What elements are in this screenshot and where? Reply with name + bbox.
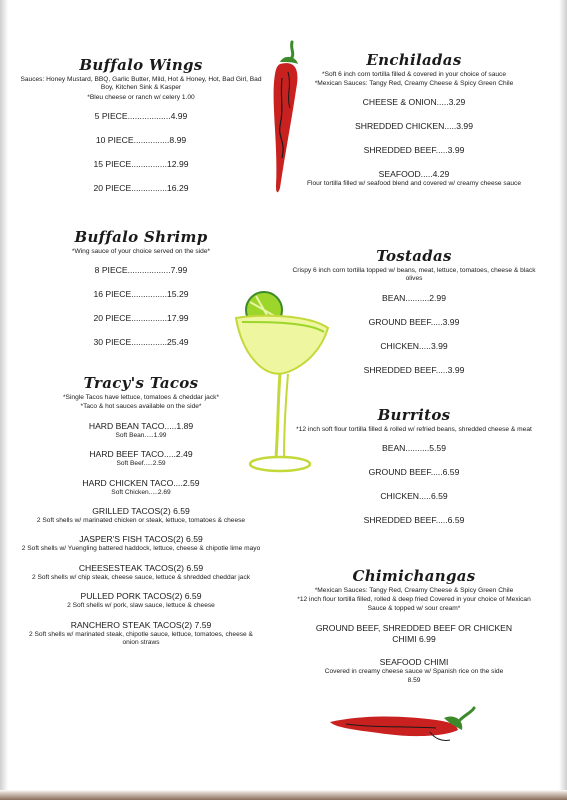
tostadas-note: Crispy 6 inch corn tortilla topped w/ beans, meat, lettuce, tomatoes, cheese & black olives xyxy=(292,267,536,283)
enchiladas-item: CHEESE & ONION.....3.29 xyxy=(362,96,466,107)
wings-bleu-cheese: *Bleu cheese or ranch w/ celery 1.00 xyxy=(87,93,195,101)
burritos-item: SHREDDED BEEF.....6.59 xyxy=(363,515,465,526)
soft-beef-taco: Soft Beef.....2.59 xyxy=(116,460,166,468)
ranchero-steak-tacos-desc: 2 Soft shells w/ marinated steak, chipotle sauce, lettuce, tomatoes, cheese & onion straws xyxy=(29,630,253,647)
shrimp-item: 30 PIECE...............25.49 xyxy=(93,337,189,348)
page-shadow-left xyxy=(0,0,8,800)
soft-bean-taco: Soft Bean.....1.99 xyxy=(115,431,167,439)
burritos-title: Burritos xyxy=(377,406,451,424)
wings-item: 20 PIECE...............16.29 xyxy=(93,183,189,194)
buffalo-shrimp-title: Buffalo Shrimp xyxy=(74,228,208,246)
tostadas-item: SHREDDED BEEF.....3.99 xyxy=(363,364,465,375)
jaspers-fish-tacos-desc: 2 Soft shells w/ Yuengling battered haddock, lettuce, cheese & chipotle lime mayo xyxy=(21,545,261,553)
burritos-item: GROUND BEEF.....6.59 xyxy=(368,467,460,478)
tracys-tacos-title: Tracy's Tacos xyxy=(83,374,199,392)
shrimp-note: *Wing sauce of your choice served on the side* xyxy=(71,248,211,255)
seafood-chimi: SEAFOOD CHIMI xyxy=(379,657,449,668)
hard-beef-taco: HARD BEEF TACO.....2.49 xyxy=(89,449,193,460)
wings-item: 10 PIECE...............8.99 xyxy=(95,135,187,146)
buffalo-wings-section xyxy=(10,55,272,194)
chimichangas-note-1: *Mexican Sauces: Tangy Red, Creamy Cheese & Spicy Green Chile xyxy=(314,587,514,594)
enchiladas-item: SEAFOOD.....4.29 xyxy=(378,168,450,179)
table-edge xyxy=(0,790,567,800)
tostadas-item: BEAN..........2.99 xyxy=(381,292,446,303)
seafood-enchilada-desc: Flour tortilla filled w/ seafood blend and covered w/ creamy cheese sauce xyxy=(306,179,522,187)
chimichangas-section xyxy=(283,566,545,685)
shrimp-item: 20 PIECE...............17.99 xyxy=(93,313,189,324)
chimi-item: GROUND BEEF, SHREDDED BEEF OR CHICKEN xyxy=(315,623,513,634)
burritos-item: BEAN..........5.59 xyxy=(381,443,446,454)
chimi-price: CHIMI 6.99 xyxy=(392,634,436,645)
page-shadow-right xyxy=(559,0,567,800)
burritos-note: *12 inch soft flour tortilla filled & rolled w/ refried beans, shredded cheese & meat xyxy=(296,426,532,433)
enchiladas-item: SHREDDED CHICKEN.....3.99 xyxy=(355,120,473,131)
jaspers-fish-tacos: JASPER'S FISH TACOS(2) 6.59 xyxy=(79,534,203,545)
chimichangas-note-2: *12 inch flour tortilla filled, rolled & deep fried Covered in your choice of Mexican Sauce & topped w/ sour cream* xyxy=(297,596,531,612)
hard-bean-taco: HARD BEAN TACO.....1.89 xyxy=(88,420,194,431)
enchiladas-note-2: *Mexican Sauces: Tangy Red, Creamy Cheese & Spicy Green Chile xyxy=(314,80,514,88)
hard-chicken-taco: HARD CHICKEN TACO....2.59 xyxy=(82,477,200,488)
pulled-pork-tacos-desc: 2 Soft shells w/ pork, slaw sauce, lettuce & cheese xyxy=(67,602,215,610)
tacos-note-2: *Taco & hot sauces available on the side* xyxy=(80,403,202,411)
grilled-tacos-desc: 2 Soft shells w/ marinated chicken or steak, lettuce, tomatoes & cheese xyxy=(36,517,246,525)
wings-item: 15 PIECE...............12.99 xyxy=(93,159,189,170)
seafood-chimi-price: 8.59 xyxy=(407,676,421,684)
enchiladas-title: Enchiladas xyxy=(366,51,462,69)
burritos-item: CHICKEN.....6.59 xyxy=(380,491,448,502)
wings-item: 5 PIECE..................4.99 xyxy=(94,111,188,122)
pulled-pork-tacos: PULLED PORK TACOS(2) 6.59 xyxy=(80,591,202,602)
tostadas-item: CHICKEN.....3.99 xyxy=(380,340,448,351)
grilled-tacos: GRILLED TACOS(2) 6.59 xyxy=(92,506,190,517)
ranchero-steak-tacos: RANCHERO STEAK TACOS(2) 7.59 xyxy=(70,619,212,630)
seafood-chimi-desc: Covered in creamy cheese sauce w/ Spanish rice on the side xyxy=(324,668,504,676)
enchiladas-item: SHREDDED BEEF.....3.99 xyxy=(363,144,465,155)
chimichangas-title: Chimichangas xyxy=(352,567,476,585)
soft-chicken-taco: Soft Chicken.....2.69 xyxy=(111,488,171,496)
cheesesteak-tacos: CHEESESTEAK TACOS(2) 6.59 xyxy=(78,562,204,573)
enchiladas-note-1: *Soft 6 inch corn tortilla filled & covered in your choice of sauce xyxy=(322,71,506,78)
buffalo-wings-title: Buffalo Wings xyxy=(79,56,203,74)
chili-pepper-icon xyxy=(266,38,306,198)
margarita-glass-icon xyxy=(228,288,338,478)
enchiladas-section xyxy=(283,50,545,188)
tacos-note-1: *Single Tacos have lettuce, tomatoes & cheddar jack* xyxy=(62,394,220,401)
shrimp-item: 8 PIECE..................7.99 xyxy=(94,265,188,276)
wings-sauces: Sauces: Honey Mustard, BBQ, Garlic Butter, Mild, Hot & Honey, Hot, Bad Girl, Bad Boy, Kitchen Sink & Kasper xyxy=(20,76,262,92)
shrimp-item: 16 PIECE...............15.29 xyxy=(93,289,189,300)
tostadas-title: Tostadas xyxy=(376,247,452,265)
cheesesteak-tacos-desc: 2 Soft shells w/ chip steak, cheese sauce, lettuce & shredded cheddar jack xyxy=(31,573,251,581)
tostadas-item: GROUND BEEF.....3.99 xyxy=(368,316,460,327)
chili-pepper-icon xyxy=(326,704,476,748)
